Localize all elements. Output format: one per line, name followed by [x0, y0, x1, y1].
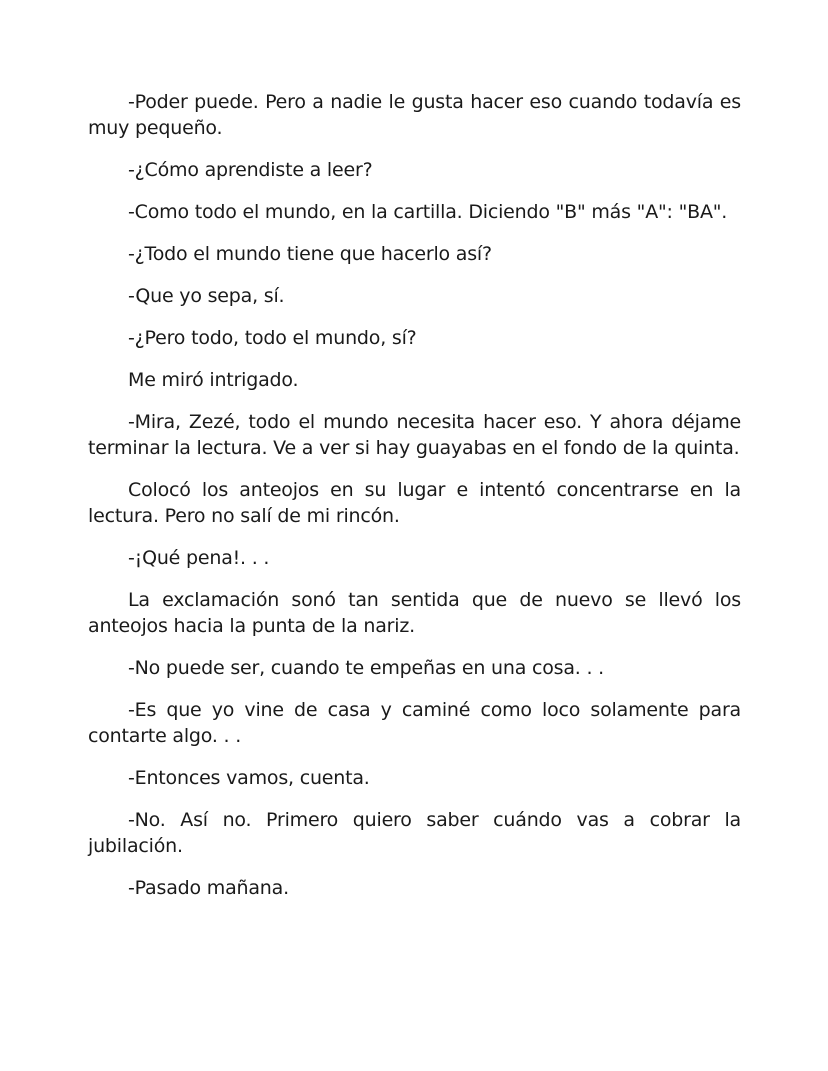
- paragraph: La exclamación sonó tan sentida que de nuevo se llevó los anteojos hacia la punta de la nariz.: [88, 589, 741, 637]
- paragraph: -Entonces vamos, cuenta.: [128, 767, 370, 789]
- paragraph: -¿Cómo aprendiste a leer?: [128, 159, 373, 181]
- paragraph: -¿Todo el mundo tiene que hacerlo así?: [128, 243, 492, 265]
- paragraph: -Que yo sepa, sí.: [128, 285, 285, 307]
- paragraph: Me miró intrigado.: [128, 369, 299, 391]
- paragraph: -Mira, Zezé, todo el mundo necesita hacer eso. Y ahora déjame terminar la lectura. Ve a ver si hay guayabas en el fondo de la quinta.: [88, 411, 741, 459]
- document-page: [88, 89, 741, 917]
- paragraph: -Pasado mañana.: [128, 877, 289, 899]
- paragraph: -¡Qué pena!. . .: [128, 547, 270, 569]
- paragraph: -Es que yo vine de casa y caminé como loco solamente para contarte algo. . .: [88, 699, 741, 747]
- paragraph: Colocó los anteojos en su lugar e intentó concentrarse en la lectura. Pero no salí de mi rincón.: [88, 479, 741, 527]
- paragraph: -¿Pero todo, todo el mundo, sí?: [128, 327, 417, 349]
- paragraph: -Como todo el mundo, en la cartilla. Diciendo "B" más "A": "BA".: [128, 201, 728, 223]
- paragraph: -No puede ser, cuando te empeñas en una cosa. . .: [128, 657, 604, 679]
- paragraph: -Poder puede. Pero a nadie le gusta hacer eso cuando todavía es muy pequeño.: [88, 91, 741, 139]
- paragraph: -No. Así no. Primero quiero saber cuándo vas a cobrar la jubilación.: [88, 809, 741, 857]
